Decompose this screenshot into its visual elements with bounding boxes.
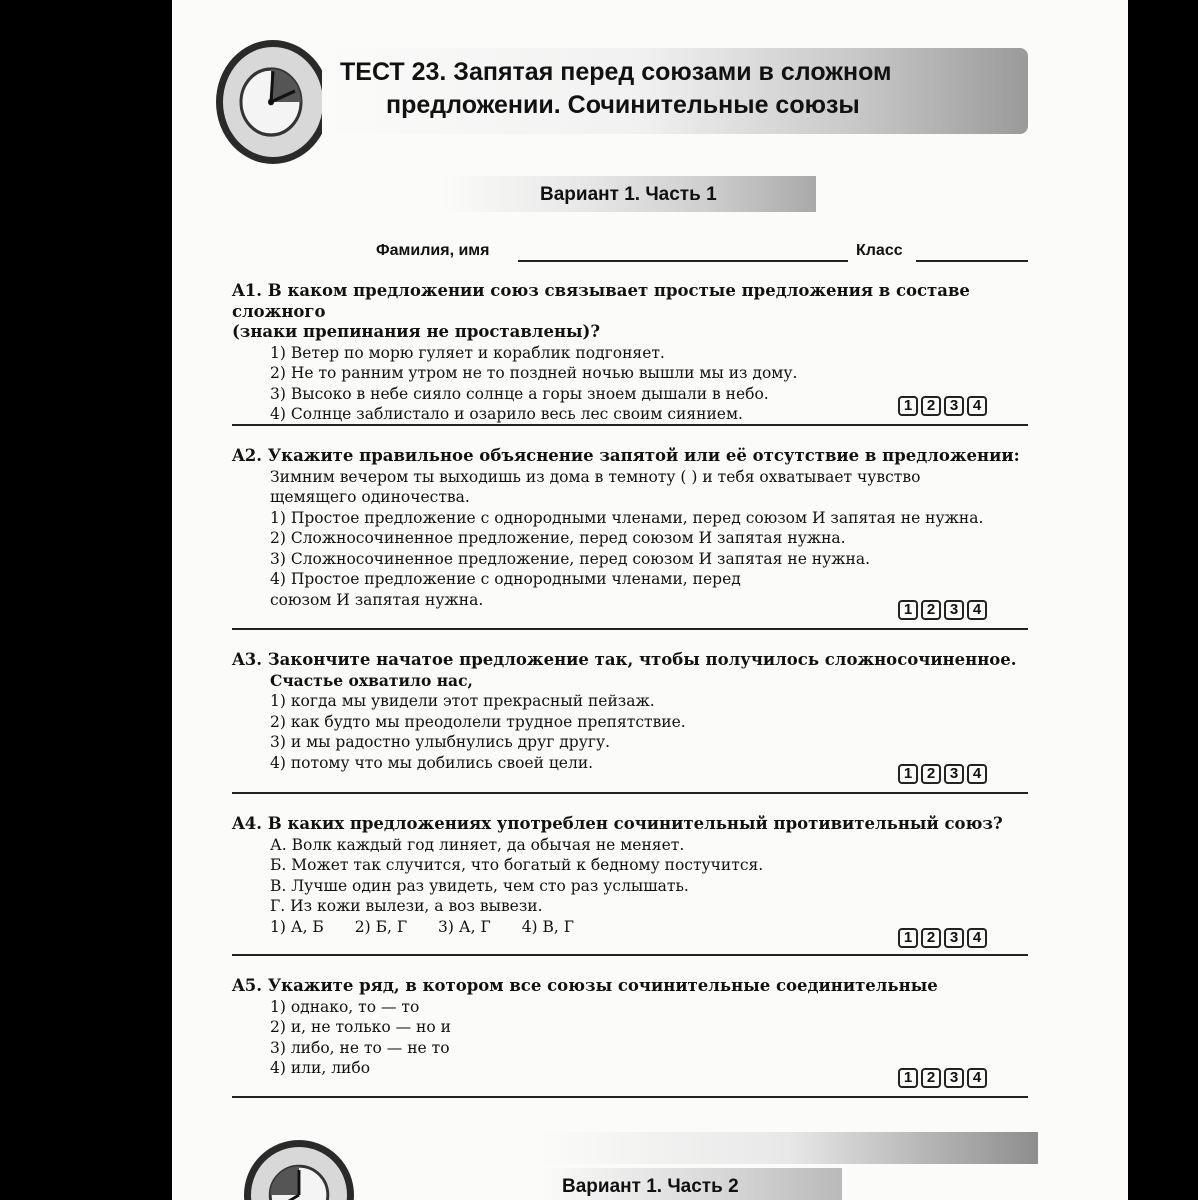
example-sentence: Зимним вечером ты выходишь из дома в темноту ( ) и тебя охватывает чувство <box>270 467 921 486</box>
option: 2) Сложносочиненное предложение, перед союзом И запятая нужна. <box>270 529 846 547</box>
divider <box>232 424 1028 426</box>
question-a2 <box>232 446 1032 610</box>
option: 4) Простое предложение с однородными членами, перед <box>270 570 741 588</box>
name-field[interactable] <box>518 260 848 262</box>
option: В. Лучше один раз увидеть, чем сто раз услышать. <box>270 876 689 895</box>
divider <box>232 1096 1028 1098</box>
option: 2) Не то ранним утром не то поздней ночью вышли мы из дому. <box>270 364 798 382</box>
option: Б. Может так случится, что богатый к бедному постучится. <box>270 856 764 874</box>
question-a5 <box>232 976 1032 1079</box>
answer-box-4[interactable]: 4 <box>967 600 987 620</box>
option: 1) Простое предложение с однородными членами, перед союзом И запятая не нужна. <box>270 508 984 527</box>
answer-box-3[interactable]: 3 <box>944 600 964 620</box>
divider <box>232 628 1028 630</box>
answer-box-1[interactable]: 1 <box>898 928 918 948</box>
class-field[interactable] <box>916 260 1028 262</box>
class-label: Класс <box>856 242 903 259</box>
option: 1) когда мы увидели этот прекрасный пейзаж. <box>270 692 655 710</box>
question-a4 <box>232 814 1032 937</box>
answer-box-2[interactable]: 2 <box>921 600 941 620</box>
answer-box-4[interactable]: 4 <box>967 1068 987 1088</box>
answer-choice: 1) А, Б <box>270 917 324 936</box>
option: Г. Из кожи вылези, а воз вывези. <box>270 897 543 915</box>
question-number: A5. <box>232 976 263 995</box>
answer-choice: 3) А, Г <box>438 917 491 936</box>
answer-box-1[interactable]: 1 <box>898 396 918 416</box>
answer-box-2[interactable]: 2 <box>921 1068 941 1088</box>
option: 3) Высоко в небе сияло солнце а горы зноем дышали в небо. <box>270 384 769 403</box>
answer-choice: 2) Б, Г <box>354 917 408 936</box>
question-number: A2. <box>232 446 263 465</box>
answer-box-2[interactable]: 2 <box>921 928 941 948</box>
answer-box-1[interactable]: 1 <box>898 1068 918 1088</box>
example-sentence: щемящего одиночества. <box>270 488 470 506</box>
question-text: Укажите ряд, в котором все союзы сочинительные соединительные <box>267 976 938 995</box>
answer-boxes-a3 <box>898 764 987 784</box>
answer-box-3[interactable]: 3 <box>944 396 964 416</box>
question-text: (знаки препинания не проставлены)? <box>232 322 601 341</box>
example-sentence: Счастье охватило нас, <box>270 670 473 690</box>
answer-boxes-a1 <box>898 396 987 416</box>
divider <box>232 954 1028 956</box>
question-number: A3. <box>232 650 263 669</box>
divider <box>232 792 1028 794</box>
answer-box-2[interactable]: 2 <box>921 764 941 784</box>
page-title: ТЕСТ 23. Запятая перед союзами в сложном предложении. Сочинительные союзы <box>340 58 892 119</box>
question-a3 <box>232 650 1032 773</box>
question-text: Закончите начатое предложение так, чтобы получилось сложносочиненное. <box>267 650 1017 669</box>
question-text: В каком предложении союз связывает простые предложения в составе сложного <box>232 281 970 321</box>
question-text: В каких предложениях употреблен сочинительный противительный союз? <box>267 814 1003 833</box>
option: 4) Солнце заблистало и озарило весь лес своим сиянием. <box>270 405 743 423</box>
option: 3) либо, не то — не то <box>270 1038 450 1057</box>
clock-icon <box>216 40 330 164</box>
answer-box-3[interactable]: 3 <box>944 764 964 784</box>
answer-box-4[interactable]: 4 <box>967 928 987 948</box>
option: 2) как будто мы преодолели трудное препятствие. <box>270 712 686 731</box>
question-text: Укажите правильное объяснение запятой или её отсутствие в предложении: <box>267 446 1020 465</box>
answer-box-1[interactable]: 1 <box>898 600 918 620</box>
answer-boxes-a2 <box>898 600 987 620</box>
option: 1) Ветер по морю гуляет и кораблик подгоняет. <box>270 343 665 362</box>
answer-box-4[interactable]: 4 <box>967 764 987 784</box>
option: А. Волк каждый год линяет, да обычая не меняет. <box>270 835 685 854</box>
answer-box-1[interactable]: 1 <box>898 764 918 784</box>
worksheet-page <box>172 0 1128 1200</box>
variant-label-part2: Вариант 1. Часть 2 <box>562 1176 739 1197</box>
option: 4) потому что мы добились своей цели. <box>270 753 594 772</box>
answer-box-4[interactable]: 4 <box>967 396 987 416</box>
clock-icon <box>244 1140 354 1200</box>
answer-boxes-a5 <box>898 1068 987 1088</box>
answer-choice: 4) В, Г <box>521 917 575 936</box>
option: 1) однако, то — то <box>270 997 420 1016</box>
variant-label: Вариант 1. Часть 1 <box>540 184 717 205</box>
name-label: Фамилия, имя <box>376 242 490 259</box>
option: 4) или, либо <box>270 1059 371 1077</box>
question-number: A1. <box>232 281 263 300</box>
option: 2) и, не только — но и <box>270 1018 451 1036</box>
answer-boxes-a4 <box>898 928 987 948</box>
option: 3) Сложносочиненное предложение, перед союзом И запятая не нужна. <box>270 549 871 568</box>
answer-box-3[interactable]: 3 <box>944 1068 964 1088</box>
option: 3) и мы радостно улыбнулись друг другу. <box>270 733 610 751</box>
question-number: A4. <box>232 814 263 833</box>
option: союзом И запятая нужна. <box>270 590 484 609</box>
answer-box-3[interactable]: 3 <box>944 928 964 948</box>
answer-box-2[interactable]: 2 <box>921 396 941 416</box>
next-section-band <box>538 1132 1038 1164</box>
